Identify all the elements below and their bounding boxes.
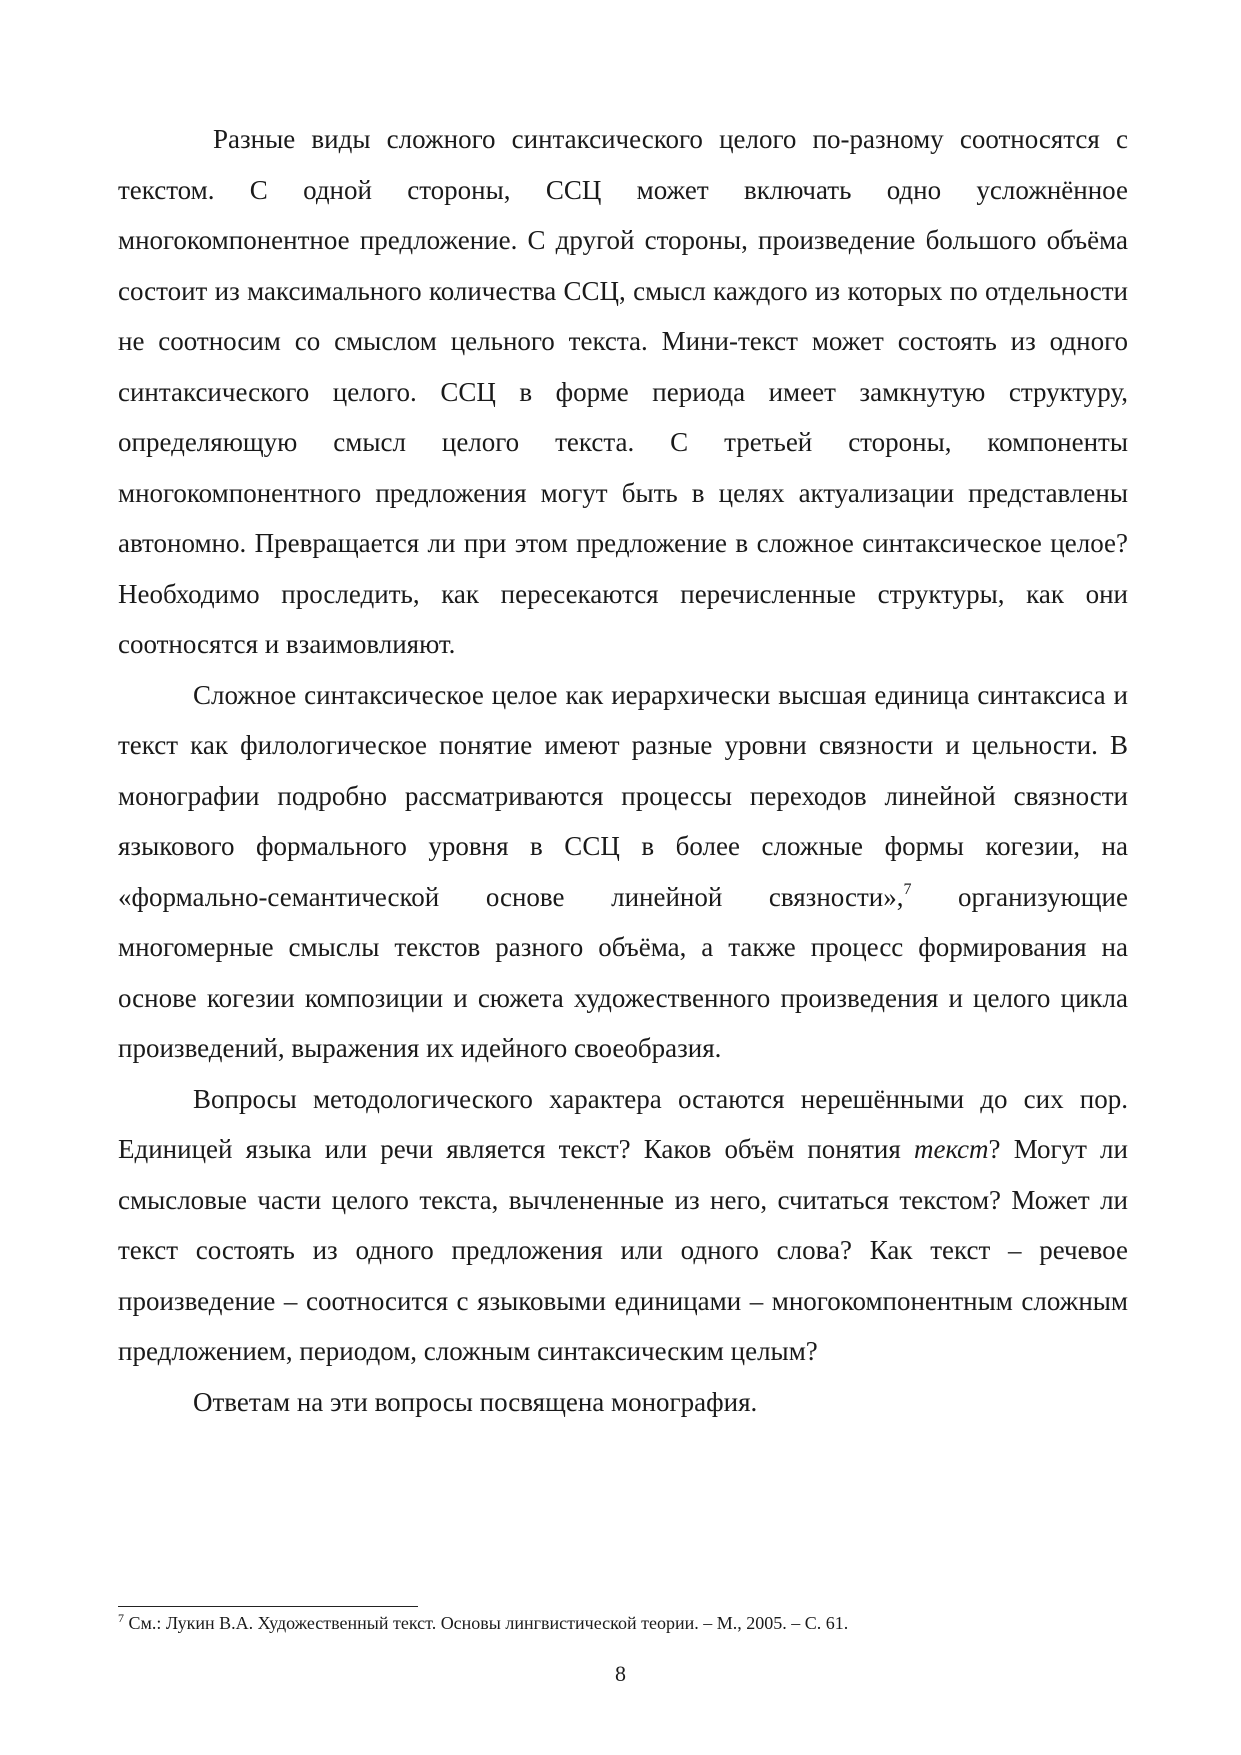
paragraph-2 (118, 670, 1128, 1074)
paragraph-2-text-end: организующие многомерные смыслы текстов разного объёма, а также процесс формирования на основе когезии композиции и сюжета художественного произведения и целого цикла произведений, выражения их идейного своеобразия. (118, 881, 1128, 1063)
paragraph-3 (118, 1074, 1128, 1377)
paragraph-3-text-start: Вопросы методологического характера остаются нерешёнными до сих пор. Единицей языка или речи является текст? Каков объём понятия (118, 1083, 1128, 1164)
page-number: 8 (615, 1661, 626, 1686)
footnote-text: См.: Лукин В.А. Художественный текст. Основы лингвистической теории. – М., 2005. – С. 61. (124, 1613, 849, 1633)
paragraph-3-text-end: ? Могут ли смысловые части целого текста, вычлененные из него, считаться текстом? Может ли текст состоять из одного предложения или одного слова? Как текст – речевое произведение – соотносится с языковыми единицами – многокомпонентным сложным предложением, периодом, сложным синтаксическим целым? (118, 1134, 1128, 1366)
italic-term: текст (913, 1134, 989, 1164)
footnote-divider (118, 1606, 418, 1607)
paragraph-1: Разные виды сложного синтаксического целого по-разному соотносятся с текстом. С одной стороны, ССЦ может включать одно усложнённое многокомпонентное предложение. С другой стороны, произведение большого объёма состоит из максимального количества ССЦ, смысл каждого из которых по отдельности не соотносим со смыслом цельного текста. Мини-текст может состоять из одного синтаксического целого. ССЦ в форме периода имеет замкнутую структуру, определяющую смысл целого текста. С третьей стороны, компоненты многокомпонентного предложения могут быть в целях актуализации представлены автономно. Превращается ли при этом предложение в сложное синтаксическое целое? Необходимо проследить, как пересекаются перечисленные структуры, как они соотносятся и взаимовлияют. (118, 124, 1128, 659)
footnote-reference[interactable]: 7 (903, 880, 912, 898)
footnote (118, 1610, 1128, 1636)
paragraph-2-text-start: Сложное синтаксическое целое как иерархически высшая единица синтаксиса и текст как филологическое понятие имеют разные уровни связности и цельности. В монографии подробно рассматриваются процессы переходов линейной связности языкового формального уровня в ССЦ в более сложные формы когезии, на «формально-семантической основе линейной связности», (118, 679, 1128, 912)
body-text (118, 114, 1128, 1427)
paragraph-4: Ответам на эти вопросы посвящена монография. (193, 1386, 758, 1417)
footnote-number: 7 (118, 1611, 124, 1625)
